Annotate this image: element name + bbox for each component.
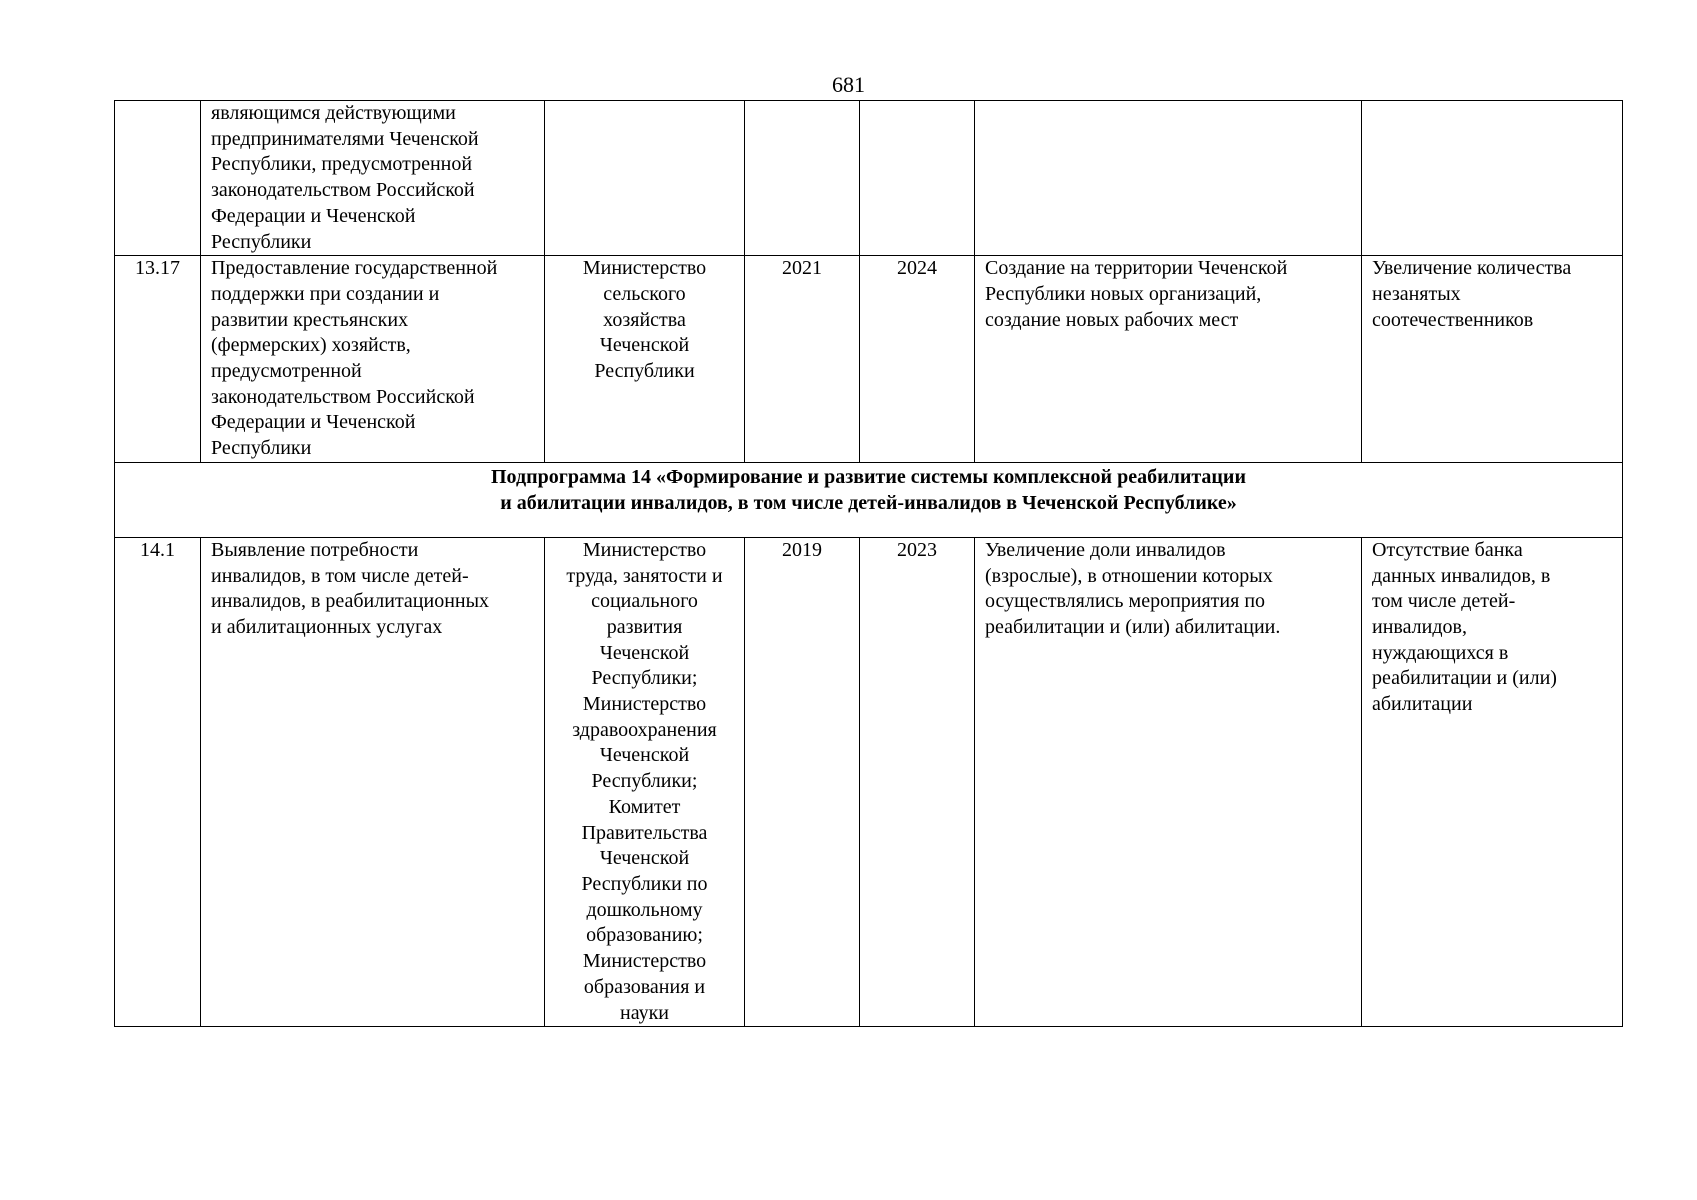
start-year	[745, 101, 860, 256]
expected-result: Увеличение доли инвалидов (взрослые), в отношении которых осуществлялись мероприятия по реабилитации и (или) абилитации.	[975, 537, 1362, 1026]
page-number: 681	[832, 72, 865, 97]
row-number: 14.1	[115, 537, 201, 1026]
expected-result: Создание на территории Чеченской Республики новых организаций, создание новых рабочих мест	[975, 256, 1362, 463]
executor: Министерство труда, занятости и социального развития Чеченской Республики; Министерство здравоохранения Чеченской Республики; Комитет Правительства Чеченской Республики по дошкольному образованию; Министерство образования и науки	[545, 537, 745, 1026]
end-year	[860, 101, 975, 256]
row-number	[115, 101, 201, 256]
non-implementation-consequence: Увеличение количества незанятых соотечественников	[1362, 256, 1623, 463]
non-implementation-consequence	[1362, 101, 1623, 256]
start-year: 2021	[745, 256, 860, 463]
subprogram-title: Подпрограмма 14 «Формирование и развитие системы комплексной реабилитации и абилитации инвалидов, в том числе детей-инвалидов в Чеченской Республике»	[115, 462, 1623, 537]
end-year: 2023	[860, 537, 975, 1026]
measures-table	[114, 100, 1623, 1027]
table-row	[115, 537, 1623, 1026]
start-year: 2019	[745, 537, 860, 1026]
expected-result	[975, 101, 1362, 256]
end-year: 2024	[860, 256, 975, 463]
table-row	[115, 101, 1623, 256]
measure-name: Предоставление государственной поддержки при создании и развитии крестьянских (фермерских) хозяйств, предусмотренной законодательством Российской Федерации и Чеченской Республики	[201, 256, 545, 463]
subprogram-header-row	[115, 462, 1623, 537]
row-number: 13.17	[115, 256, 201, 463]
non-implementation-consequence: Отсутствие банка данных инвалидов, в том числе детей- инвалидов, нуждающихся в реабилитации и (или) абилитации	[1362, 537, 1623, 1026]
executor: Министерство сельского хозяйства Чеченской Республики	[545, 256, 745, 463]
measure-name: Выявление потребности инвалидов, в том числе детей- инвалидов, в реабилитационных и абилитационных услугах	[201, 537, 545, 1026]
measure-name: являющимся действующими предпринимателями Чеченской Республики, предусмотренной законодательством Российской Федерации и Чеченской Республики	[201, 101, 545, 256]
executor	[545, 101, 745, 256]
table-row	[115, 256, 1623, 463]
